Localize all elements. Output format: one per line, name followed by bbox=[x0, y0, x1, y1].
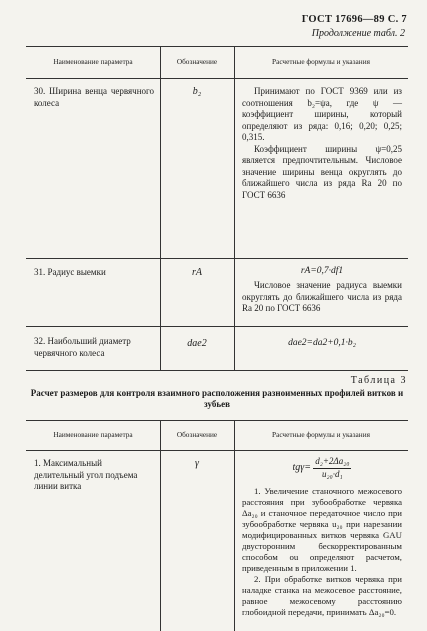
col-header-symbol: Обозначение bbox=[176, 430, 218, 439]
col-header-name: Наименование параметра bbox=[53, 57, 133, 66]
row-32-name: 32. Наибольший диаметр червячного колеса bbox=[34, 336, 131, 358]
col-header-name: Наименование параметра bbox=[53, 430, 133, 439]
table-2 bbox=[26, 46, 408, 370]
row-31-text: Числовое значение радиуса выемки округлять до ближайшего числа из ряда Ra 20 по ГОСТ 6636 bbox=[242, 280, 402, 313]
row-30-name: 30. Ширина венца червячного колеса bbox=[34, 86, 154, 108]
row-31-name: 31. Радиус выемки bbox=[34, 267, 106, 277]
col-header-formulas: Расчетные формулы и указания bbox=[272, 430, 370, 439]
row-1-formula: tgγ= $\frac{\text{d₂+2Δa₂₀}}{\text{u₂₀·d₁}}$ bbox=[292, 456, 350, 479]
col-header-symbol: Обозначение bbox=[176, 57, 218, 66]
row-1-name: 1. Максимальный делительный угол подъема линии витка bbox=[34, 458, 138, 491]
row-30-symbol: b₂ bbox=[192, 86, 202, 97]
document-header: ГОСТ 17696—89 С. 7 bbox=[301, 14, 407, 25]
row-31-formula: rA=0,7·df1 bbox=[300, 266, 344, 276]
row-31-symbol: rA bbox=[192, 267, 202, 278]
table-continuation-label: Продолжение табл. 2 bbox=[311, 28, 405, 39]
row-30-text: Принимают по ГОСТ 9369 или из соотношения b₂=ψa, где ψ — коэффициент ширины, который определяют из ряда: 0,16; 0,20; 0,25; 0,315. Коэффициент ширины ψ=0,25 является предпочтительным. Числовое значение ширины венца округлять до ближайшего числа из ряда Ra 20 по ГОСТ 6636 bbox=[242, 86, 402, 200]
row-32-formula: dae2=da2+0,1·b₂ bbox=[288, 338, 356, 348]
table-3-title: Расчет размеров для контроля взаимного расположения разноименных профилей витков и зубьев bbox=[30, 388, 404, 409]
row-1-text: 1. Увеличение станочного межосевого расстояния при зубообработке червяка Δa₂₀ и станочное передаточное число при зубообработке червяка u₂₀ при нарезании модифицированных витков червяка GAU двусторонним бескорректированным способом ou определяют расчетом, приведенным в приложении 1. 2. При обработке витков червяка при наладке станка на межосевое расстояние, равное межосевому расстоянию глобоидной передачи, принимать Δa₂₀=0. bbox=[242, 486, 402, 617]
col-header-formulas: Расчетные формулы и указания bbox=[272, 57, 370, 66]
table-3-number: Таблица 3 bbox=[350, 375, 407, 386]
row-32-symbol: dae2 bbox=[187, 338, 207, 349]
row-1-symbol: γ bbox=[195, 458, 199, 469]
table-3 bbox=[26, 420, 408, 631]
